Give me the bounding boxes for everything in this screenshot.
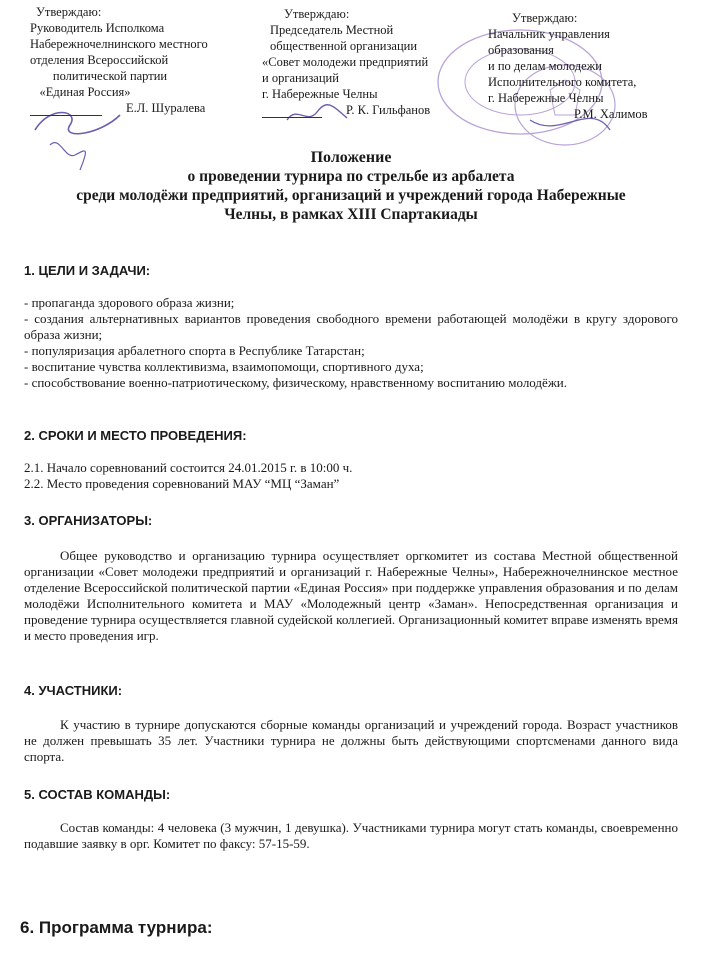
list-item: - создания альтернативных вариантов проведения свободного времени работающей молодёжи в кругу здорового образа жизни; [24, 311, 678, 342]
approval-heading: Утверждаю: [36, 5, 102, 19]
list-item: - воспитание чувства коллективизма, взаимопомощи, спортивного духа; [24, 359, 424, 374]
section-organizers-text [24, 548, 678, 644]
approval-line: отделения Всероссийской [30, 53, 169, 67]
approval-signer: Е.Л. Шуралева [126, 101, 206, 115]
approval-line: Начальник управления [488, 27, 610, 41]
list-item: - популяризация арбалетного спорта в Республике Татарстан; [24, 343, 365, 358]
title-line-1: Положение [310, 149, 392, 166]
approval-line: г. Набережные Челны [488, 91, 604, 105]
title-line-2: о проведении турнира по стрельбе из арбалета [187, 168, 515, 185]
title-line-4: Челны, в рамках XIII Спартакиады [224, 206, 478, 223]
approval-line: «Единая Россия» [39, 85, 131, 99]
approval-line: Председатель Местной [270, 23, 394, 37]
approval-block-3 [488, 10, 648, 122]
approval-line: «Совет молодежи предприятий [262, 55, 429, 69]
approval-line: общественной организации [270, 39, 418, 53]
approval-signer: Р.М. Халимов [574, 107, 648, 121]
approval-block-2 [262, 6, 430, 118]
approval-line: образования [488, 43, 554, 57]
section-heading-dates: 2. СРОКИ И МЕСТО ПРОВЕДЕНИЯ: [24, 428, 247, 443]
approval-line: и по делам молодежи [488, 59, 602, 73]
section-heading-participants: 4. УЧАСТНИКИ: [24, 683, 123, 698]
section-participants-text [24, 717, 678, 765]
signature-line [30, 115, 102, 116]
list-item: - способствование военно-патриотическому, физическому, нравственному воспитанию молодёжи. [24, 375, 568, 390]
approval-line: Исполнительного комитета, [488, 75, 637, 89]
document-title [10, 148, 692, 224]
list-item: 2.2. Место проведения соревнований МАУ “МЦ “Заман” [24, 476, 340, 491]
paragraph: Состав команды: 4 человека (3 мужчин, 1 девушка). Участниками турнира могут стать команды, своевременно подавшие заявку в орг. Комитет по факсу: 57-15-59. [24, 820, 678, 851]
approval-heading: Утверждаю: [284, 7, 350, 21]
paragraph: Общее руководство и организацию турнира осуществляет оргкомитет из состава Местной общественной организации «Совет молодежи предприятий и организаций г. Набережные Челны», Набережночелнинское местное отделение Всероссийской политической партии «Единая Россия» при поддержке управления образования и по делам молодёжи Исполнительного комитета и МАУ «Молодежный центр «Заман». Непосредственная организация и проведение турнира осуществляется главной судейской коллегией. Организационный комитет вправе изменять время и место проведения игр. [24, 548, 678, 643]
approval-line: политической партии [52, 69, 168, 83]
signature-line [262, 117, 322, 118]
paragraph: К участию в турнире допускаются сборные команды организаций и учреждений города. Возраст участников не должен превышать 35 лет. Участники турнира не должны быть действующими спортсменами данного вида спорта. [24, 717, 678, 764]
section-heading-program: 6. Программа турнира: [20, 918, 213, 937]
list-item: - пропаганда здорового образа жизни; [24, 295, 235, 310]
section-heading-goals: 1. ЦЕЛИ И ЗАДАЧИ: [24, 263, 151, 278]
list-item: 2.1. Начало соревнований состоится 24.01.2015 г. в 10:00 ч. [24, 460, 353, 475]
approval-signer: Р. К. Гильфанов [346, 103, 431, 117]
approval-heading: Утверждаю: [512, 11, 578, 25]
approval-line: Руководитель Исполкома [30, 21, 165, 35]
approval-line: Набережночелнинского местного [30, 37, 208, 51]
approval-line: г. Набережные Челны [262, 87, 378, 101]
section-goals-list [24, 295, 678, 391]
section-dates-list [24, 460, 678, 492]
approval-block-1 [30, 4, 208, 116]
title-line-3: среди молодёжи предприятий, организаций и учреждений города Набережные [76, 187, 626, 204]
section-heading-organizers: 3. ОРГАНИЗАТОРЫ: [24, 513, 153, 528]
approval-line: и организаций [262, 71, 339, 85]
section-team-text [24, 820, 678, 852]
section-heading-team: 5. СОСТАВ КОМАНДЫ: [24, 787, 171, 802]
